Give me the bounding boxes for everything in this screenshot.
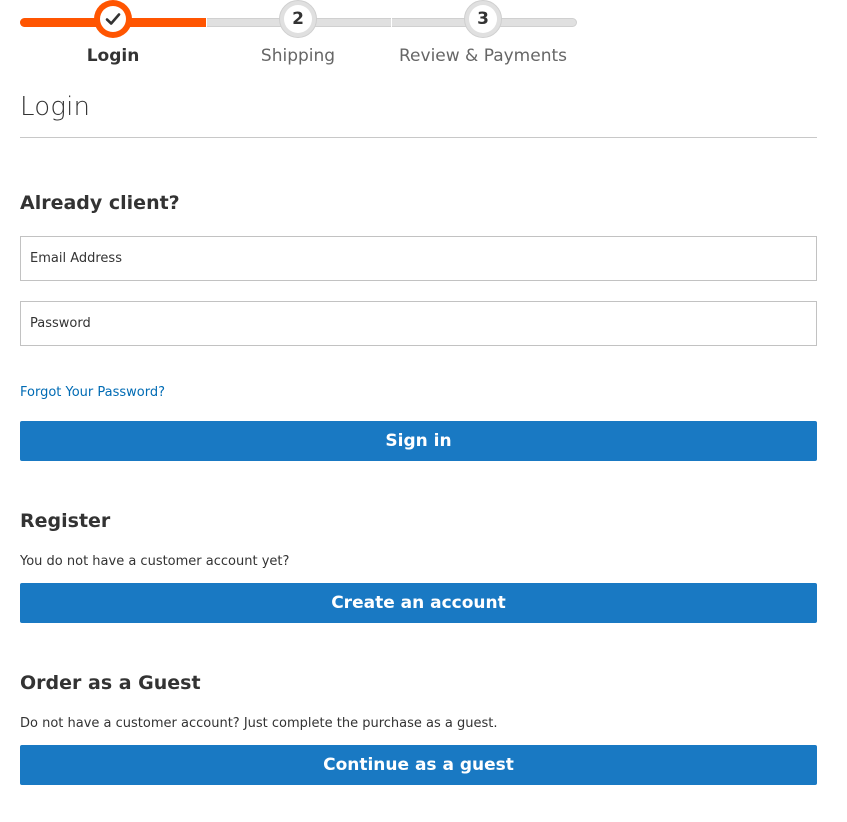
step-shipping-label: Shipping — [260, 46, 336, 66]
continue-as-guest-button[interactable]: Continue as a guest — [20, 745, 817, 785]
forgot-password-link[interactable]: Forgot Your Password? — [20, 385, 166, 400]
title-divider — [20, 137, 817, 138]
step-login-label[interactable]: Login — [86, 46, 140, 66]
sign-in-button[interactable]: Sign in — [20, 421, 817, 461]
progress-divider — [206, 18, 207, 27]
step-number: 2 — [284, 5, 312, 33]
login-section-heading: Already client? — [20, 192, 180, 214]
password-field[interactable] — [20, 301, 817, 346]
email-field[interactable] — [20, 236, 817, 281]
guest-section-heading: Order as a Guest — [20, 672, 201, 694]
step-shipping-marker — [279, 0, 317, 38]
check-icon — [104, 10, 122, 28]
step-login-marker — [94, 0, 132, 38]
step-review-marker — [464, 0, 502, 38]
create-account-button[interactable]: Create an account — [20, 583, 817, 623]
step-number: 3 — [469, 5, 497, 33]
checkout-progress-bar — [20, 0, 577, 72]
guest-hint-text: Do not have a customer account? Just complete the purchase as a guest. — [20, 716, 498, 731]
step-review-payments-label: Review & Payments — [399, 46, 567, 66]
progress-divider — [391, 18, 392, 27]
register-section-heading: Register — [20, 510, 111, 532]
page-title: Login — [20, 92, 91, 122]
register-hint-text: You do not have a customer account yet? — [20, 554, 290, 569]
